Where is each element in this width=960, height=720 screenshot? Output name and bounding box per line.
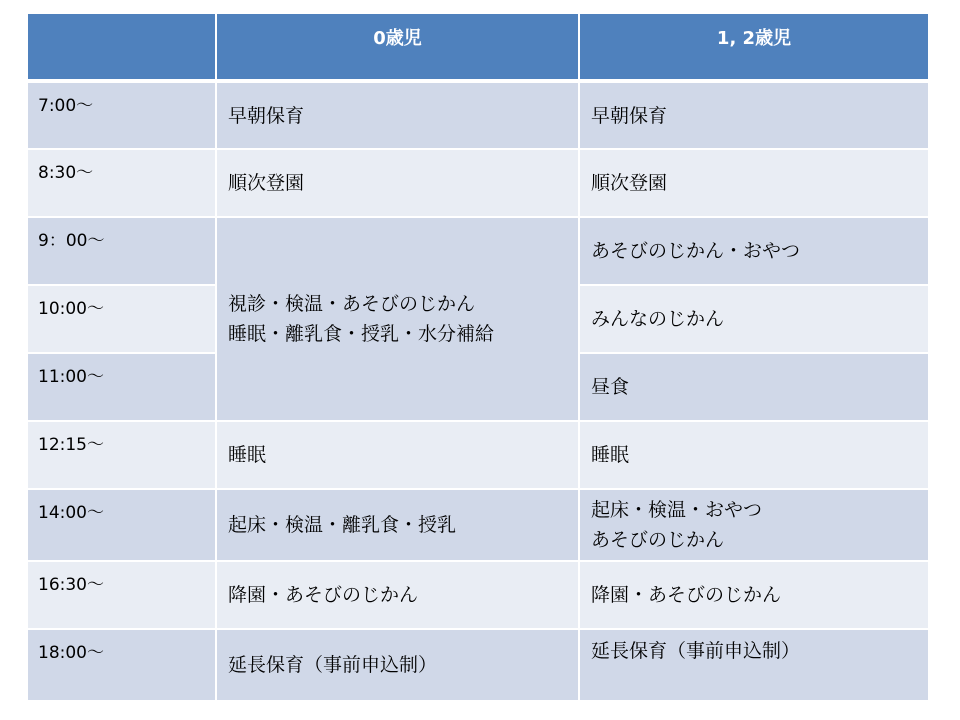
- age0-cell: 降園・あそびのじかん: [216, 561, 579, 629]
- daily-schedule-table: [26, 12, 930, 702]
- header-row: [27, 13, 929, 81]
- time-cell: 12:15〜: [27, 421, 216, 489]
- age12-cell: 早朝保育: [579, 81, 929, 149]
- time-cell: 18:00〜: [27, 629, 216, 701]
- time-cell: 16:30〜: [27, 561, 216, 629]
- age12-cell: [579, 489, 929, 561]
- table-row: [27, 81, 929, 149]
- time-cell: 8:30〜: [27, 149, 216, 217]
- table-row: [27, 149, 929, 217]
- age0-cell: 順次登園: [216, 149, 579, 217]
- merged-line-1: 視診・検温・あそびのじかん: [228, 293, 476, 315]
- age12-cell: みんなのじかん: [579, 285, 929, 353]
- age0-cell: 延長保育（事前申込制）: [216, 629, 579, 701]
- age0-cell: 早朝保育: [216, 81, 579, 149]
- time-cell: 9：00〜: [27, 217, 216, 285]
- age12-cell: 昼食: [579, 353, 929, 421]
- time-cell: 14:00〜: [27, 489, 216, 561]
- table-row: [27, 629, 929, 701]
- age0-merged-cell: [216, 217, 579, 421]
- header-age12: 1, 2歳児: [579, 13, 929, 81]
- age0-cell: 起床・検温・離乳食・授乳: [216, 489, 579, 561]
- time-cell: 11:00〜: [27, 353, 216, 421]
- age12-line-1: 起床・検温・おやつ: [591, 499, 763, 521]
- age12-line-2: あそびのじかん: [591, 529, 725, 551]
- time-cell: 7:00〜: [27, 81, 216, 149]
- header-age0: 0歳児: [216, 13, 579, 81]
- age12-cell: 延長保育（事前申込制）: [579, 629, 929, 701]
- table-row: [27, 561, 929, 629]
- table-row: [27, 489, 929, 561]
- age12-cell: 順次登園: [579, 149, 929, 217]
- table-row: [27, 217, 929, 285]
- age12-cell: あそびのじかん・おやつ: [579, 217, 929, 285]
- merged-line-2: 睡眠・離乳食・授乳・水分補給: [228, 323, 495, 345]
- header-time: [27, 13, 216, 81]
- time-cell: 10:00〜: [27, 285, 216, 353]
- age12-cell: 降園・あそびのじかん: [579, 561, 929, 629]
- table-row: [27, 421, 929, 489]
- age12-cell: 睡眠: [579, 421, 929, 489]
- age0-cell: 睡眠: [216, 421, 579, 489]
